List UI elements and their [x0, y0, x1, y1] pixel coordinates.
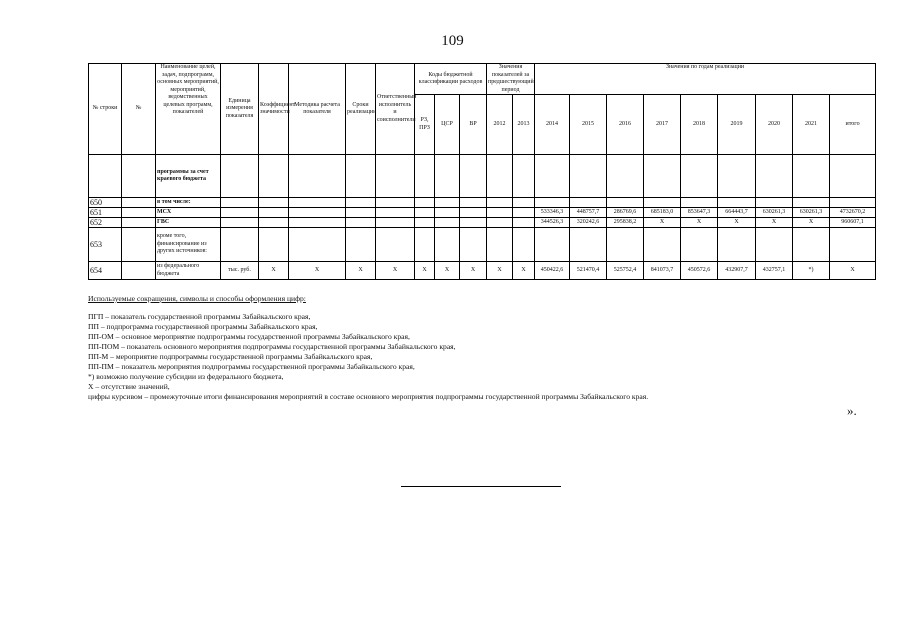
value-cell — [570, 155, 607, 198]
table-row — [89, 228, 876, 262]
col-no: № — [122, 64, 156, 155]
value-cell: *) — [793, 262, 830, 280]
rz-cell — [415, 228, 435, 262]
legend-item: ПП-ОМ – основное мероприятие подпрограммы государственной программы Забайкальского края, — [88, 332, 410, 341]
value-cell: 450572,6 — [681, 262, 718, 280]
value-cell — [535, 198, 570, 208]
col-year: 2018 — [681, 95, 718, 155]
no-cell — [122, 208, 156, 218]
y2013-cell — [513, 218, 535, 228]
col-row-no: № строки — [89, 64, 122, 155]
row-id-cell: 650 — [89, 198, 122, 208]
value-cell: 432907,7 — [718, 262, 756, 280]
y2012-cell — [487, 218, 513, 228]
value-cell: 295838,2 — [607, 218, 644, 228]
rz-cell — [415, 218, 435, 228]
coef-cell: X — [259, 262, 289, 280]
exec-cell — [376, 198, 415, 208]
value-cell: X — [718, 218, 756, 228]
table-row — [89, 262, 876, 280]
col-year: 2017 — [644, 95, 681, 155]
coef-cell — [259, 218, 289, 228]
terms-cell: X — [346, 262, 376, 280]
csr-cell — [435, 208, 460, 218]
value-cell — [607, 198, 644, 208]
terms-cell — [346, 198, 376, 208]
vr-cell: X — [460, 262, 487, 280]
value-cell — [718, 228, 756, 262]
value-cell — [535, 155, 570, 198]
value-cell — [718, 198, 756, 208]
value-cell — [644, 155, 681, 198]
col-year: 2021 — [793, 95, 830, 155]
csr-cell — [435, 198, 460, 208]
vr-cell — [460, 208, 487, 218]
value-cell: 685183,0 — [644, 208, 681, 218]
y2013-cell — [513, 228, 535, 262]
col-year: 2015 — [570, 95, 607, 155]
no-cell — [122, 155, 156, 198]
unit-cell — [221, 155, 259, 198]
table-row — [89, 155, 876, 198]
col-rz: РЗ, ПРЗ — [415, 95, 435, 155]
value-cell — [607, 228, 644, 262]
name-cell: программы за счет краевого бюджета — [156, 155, 221, 198]
legend-title: Используемые сокращения, символы и способы оформления цифр: — [88, 294, 306, 303]
rz-cell — [415, 198, 435, 208]
unit-cell — [221, 198, 259, 208]
vr-cell — [460, 155, 487, 198]
value-cell — [570, 228, 607, 262]
unit-cell — [221, 218, 259, 228]
row-id-cell — [89, 155, 122, 198]
col-year: 2020 — [756, 95, 793, 155]
value-cell: X — [756, 218, 793, 228]
no-cell — [122, 218, 156, 228]
value-cell: 525752,4 — [607, 262, 644, 280]
value-cell: 344526,3 — [535, 218, 570, 228]
value-cell: 4732670,2 — [830, 208, 876, 218]
value-cell: 521470,4 — [570, 262, 607, 280]
value-cell — [607, 155, 644, 198]
csr-cell: X — [435, 262, 460, 280]
method-cell — [289, 208, 346, 218]
col-year: 2019 — [718, 95, 756, 155]
row-id-cell: 654 — [89, 262, 122, 280]
col-prior-values: Значения показателей за предшествующий период — [488, 64, 534, 93]
terms-cell — [346, 208, 376, 218]
value-cell — [830, 155, 876, 198]
row-id-cell: 653 — [89, 228, 122, 262]
legend-item: ПП-ПОМ – показатель основного мероприятия подпрограммы государственной программы Забайкальского края, — [88, 342, 456, 351]
method-cell — [289, 218, 346, 228]
table-row — [89, 198, 876, 208]
y2012-cell — [487, 208, 513, 218]
exec-cell — [376, 208, 415, 218]
col-unit: Единица измерения показателя — [221, 64, 259, 155]
col-csr: ЦСР — [435, 95, 460, 155]
value-cell — [756, 155, 793, 198]
terms-cell — [346, 155, 376, 198]
value-cell — [681, 155, 718, 198]
row-id-cell: 652 — [89, 218, 122, 228]
coef-cell — [259, 198, 289, 208]
name-cell: из федерального бюджета — [156, 262, 221, 280]
col-name: Наименование целей, задач, подпрограмм, основных мероприятий, мероприятий, ведомственных целевых программ, показателей — [156, 64, 221, 155]
value-cell — [793, 155, 830, 198]
legend-item: Х – отсутствие значений, — [88, 382, 170, 391]
value-cell — [718, 155, 756, 198]
table-row — [89, 218, 876, 228]
y2013-cell: X — [513, 262, 535, 280]
value-cell — [830, 228, 876, 262]
vr-cell — [460, 198, 487, 208]
value-cell — [535, 228, 570, 262]
col-year: 2014 — [535, 95, 570, 155]
no-cell — [122, 228, 156, 262]
value-cell: X — [644, 218, 681, 228]
value-cell — [681, 198, 718, 208]
legend-item: ПП-ПМ – показатель мероприятия подпрограммы государственной программы Забайкальского края, — [88, 362, 415, 371]
separator-line — [401, 486, 561, 487]
legend-item: ПП – подпрограмма государственной программы Забайкальского края, — [88, 322, 318, 331]
y2012-cell: X — [487, 262, 513, 280]
value-cell — [793, 198, 830, 208]
col-year: 2016 — [607, 95, 644, 155]
col-2012: 2012 — [487, 95, 513, 155]
row-id-cell: 651 — [89, 208, 122, 218]
value-cell: 432757,1 — [756, 262, 793, 280]
no-cell — [122, 198, 156, 208]
rz-cell: X — [415, 262, 435, 280]
value-cell: 841073,7 — [644, 262, 681, 280]
vr-cell — [460, 218, 487, 228]
value-cell: 533346,3 — [535, 208, 570, 218]
method-cell — [289, 228, 346, 262]
page-number: 109 — [441, 33, 464, 49]
value-cell: 630261,3 — [793, 208, 830, 218]
value-cell: X — [830, 262, 876, 280]
indicators-table — [88, 63, 876, 280]
unit-cell: тыс. руб. — [221, 262, 259, 280]
rz-cell — [415, 155, 435, 198]
value-cell: 664443,7 — [718, 208, 756, 218]
csr-cell — [435, 218, 460, 228]
legend-item: ПП-М – мероприятие подпрограммы государственной программы Забайкальского края, — [88, 352, 373, 361]
unit-cell — [221, 208, 259, 218]
value-cell: 448757,7 — [570, 208, 607, 218]
name-cell: МСХ — [156, 208, 221, 218]
value-cell — [570, 198, 607, 208]
csr-cell — [435, 228, 460, 262]
terms-cell — [346, 218, 376, 228]
terms-cell — [346, 228, 376, 262]
col-executor: Ответственный исполнитель и соисполнители — [376, 64, 415, 155]
method-cell — [289, 155, 346, 198]
y2013-cell — [513, 155, 535, 198]
exec-cell — [376, 228, 415, 262]
y2012-cell — [487, 228, 513, 262]
vr-cell — [460, 228, 487, 262]
legend-item: цифры курсивом – промежуточные итоги финансирования мероприятий в составе основного мероприятия подпрограммы государственной программы Забайкальского края. — [88, 392, 649, 401]
table-row — [89, 208, 876, 218]
method-cell — [289, 198, 346, 208]
value-cell: 853647,3 — [681, 208, 718, 218]
csr-cell — [435, 155, 460, 198]
rz-cell — [415, 208, 435, 218]
value-cell: 960607,1 — [830, 218, 876, 228]
value-cell — [756, 198, 793, 208]
col-coef: Коэффициент значимости — [259, 64, 289, 155]
exec-cell: X — [376, 262, 415, 280]
col-2013: 2013 — [513, 95, 535, 155]
value-cell — [793, 228, 830, 262]
col-terms: Сроки реализации — [346, 64, 376, 155]
coef-cell — [259, 155, 289, 198]
col-vr: ВР — [460, 95, 487, 155]
value-cell: X — [681, 218, 718, 228]
legend — [88, 294, 878, 402]
no-cell — [122, 262, 156, 280]
value-cell — [830, 198, 876, 208]
value-cell — [644, 228, 681, 262]
exec-cell — [376, 155, 415, 198]
legend-item: *) возможно получение субсидии из федерального бюджета, — [88, 372, 284, 381]
unit-cell — [221, 228, 259, 262]
value-cell: 286769,6 — [607, 208, 644, 218]
value-cell: 320242,6 — [570, 218, 607, 228]
legend-item: ПГП – показатель государственной программы Забайкальского края, — [88, 312, 311, 321]
col-budget-codes: Коды бюджетной классификации расходов — [415, 64, 487, 95]
value-cell — [681, 228, 718, 262]
coef-cell — [259, 228, 289, 262]
name-cell: кроме того, финансирование из других источников: — [156, 228, 221, 262]
y2013-cell — [513, 208, 535, 218]
value-cell: 450422,6 — [535, 262, 570, 280]
col-total: итого — [830, 95, 876, 155]
y2013-cell — [513, 198, 535, 208]
value-cell — [756, 228, 793, 262]
coef-cell — [259, 208, 289, 218]
value-cell: 630261,3 — [756, 208, 793, 218]
col-method: Методика расчета показателя — [289, 64, 346, 155]
value-cell: X — [793, 218, 830, 228]
y2012-cell — [487, 198, 513, 208]
name-cell: в том числе: — [156, 198, 221, 208]
value-cell — [644, 198, 681, 208]
y2012-cell — [487, 155, 513, 198]
name-cell: ГВС — [156, 218, 221, 228]
closing-quote: ». — [847, 403, 857, 418]
col-years-values: Значения по годам реализации — [535, 64, 876, 95]
exec-cell — [376, 218, 415, 228]
method-cell: X — [289, 262, 346, 280]
